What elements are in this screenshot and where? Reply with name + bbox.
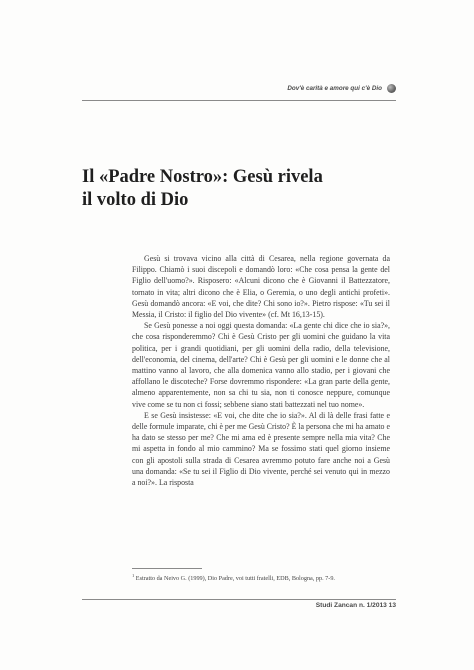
paragraph: E se Gesù insistesse: «E voi, che dite che io sia?». Al di là delle frasi fatte e delle formule imparate, chi è per me Gesù Cristo? È la persona che mi ha amato e ha dato se stesso per me? Che mi ama ed è presente sempre nella mia vita? Che mi aspetta in fondo al mio cammino? Ma se fossimo stati quel giorno insieme con gli apostoli sulla strada di Cesarea avremmo potuto fare anche noi a Gesù una domanda: «Se tu sei il Figlio di Dio vivente, perché sei venuto qui in mezzo a noi?». La risposta [132,410,390,488]
bullet-circle-icon [387,84,396,93]
footnote-text: Estratto da Neivo G. (1999), Dio Padre, voi tutti fratelli, EDB, Bologna, pp. 7-9. [135,575,335,583]
footer-divider [82,599,396,600]
paragraph: Gesù si trovava vicino alla città di Cesarea, nella regione governata da Filippo. Chiamò i suoi discepoli e domandò loro: «Che cosa pensa la gente del Figlio dell'uomo?». Risposero: «Alcuni dicono che è Giovanni il Battezzatore, tornato in vita; altri dicono che è Elia, o Geremia, o uno degli antichi profeti». Gesù domandò ancora: «E voi, che dite? Chi sono io?». Pietro rispose: «Tu sei il Messia, il Cristo: il figlio del Dio vivente» (cf. Mt 16,13-15). [132,254,390,320]
footnote-marker: 1 [132,573,135,578]
article-title [82,166,402,212]
running-header [82,84,396,101]
title-line-1: Il «Padre Nostro»: Gesù rivela [82,167,323,187]
footnote [132,572,390,583]
page-footer: Studi Zancan n. 1/2013 13 [315,602,396,609]
article-body [132,253,390,488]
title-line-2: il volto di Dio [82,190,189,210]
footnote-divider [132,568,202,569]
running-head-title: Dov'è carità e amore qui c'è Dio [287,85,382,92]
paragraph: Se Gesù ponesse a noi oggi questa domanda: «La gente chi dice che io sia?», che cosa risponderemmo? Chi è Gesù Cristo per gli uomini che guidano la vita politica, per i grandi quotidiani, per gli uomini della radio, della televisione, dell'economia, del cinema, dell'arte? Chi è Gesù per gli uomini e le donne che al mattino vanno al lavoro, che alla domenica vanno allo stadio, per i giovani che affollano le discoteche? Forse dovremmo rispondere: «La gran parte della gente, almeno apparentemente, non sa chi tu sia, non ti conosce neppure, comunque vive come se tu non ci fossi; sebbene siano stati battezzati nel tuo nome». [132,321,390,409]
